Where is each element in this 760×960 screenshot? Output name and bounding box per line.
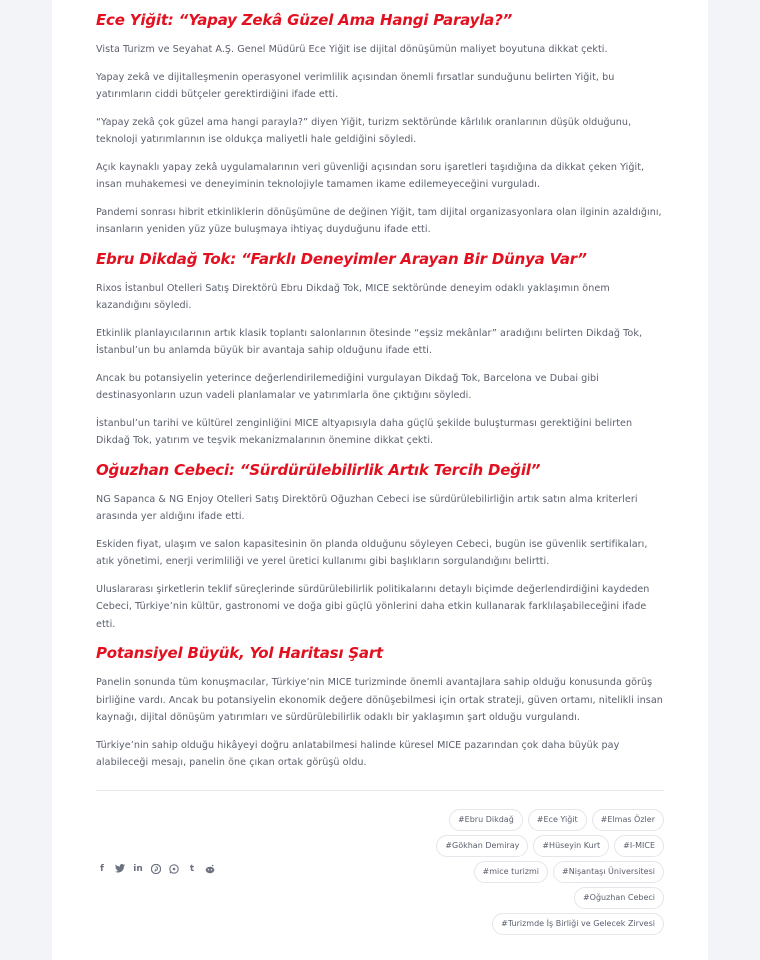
tag-link[interactable]: #Oğuzhan Cebeci bbox=[574, 887, 664, 909]
tag-link[interactable]: #Hüseyin Kurt bbox=[533, 835, 609, 857]
tumblr-icon[interactable]: t bbox=[189, 863, 195, 874]
tag-link[interactable]: #Ece Yiğit bbox=[528, 809, 587, 831]
paragraph: “Yapay zekâ çok güzel ama hangi parayla?” diyen Yiğit, turizm sektöründe kârlılık oranlarının düşük olduğunu, teknoloji yatırımlarının ise oldukça maliyetli hale geldiğini söyledi. bbox=[96, 116, 632, 145]
section-heading: Oğuzhan Cebeci: “Sürdürülebilirlik Artık Tercih Değil” bbox=[96, 460, 541, 479]
paragraph: İstanbul’un tarihi ve kültürel zenginliğini MICE altyapısıyla daha güçlü şekilde buluşturması gerektiğini belirten Dikdağ Tok, yatırım ve teşvik mekanizmalarının önemine dikkat çekti. bbox=[96, 417, 633, 446]
paragraph: Rixos İstanbul Otelleri Satış Direktörü Ebru Dikdağ Tok, MICE sektöründe deneyim odaklı yaklaşımın önem kazandığını söyledi. bbox=[96, 282, 610, 311]
tag-link[interactable]: #Elmas Özler bbox=[592, 809, 664, 831]
paragraph: Eskiden fiyat, ulaşım ve salon kapasitesinin ön planda olduğunu söyleyen Cebeci, bugün ise güvenlik sertifikaları, atık yönetimi, enerji verimliliği ve yerel üretici kullanımı gibi başlıkların sorgulandığını belirtti. bbox=[96, 538, 648, 567]
tag-link[interactable]: #Turizmde İş Birliği ve Gelecek Zirvesi bbox=[492, 913, 664, 935]
paragraph: Pandemi sonrası hibrit etkinliklerin dönüşümüne de değinen Yiğit, tam dijital organizasyonlara olan ilginin azaldığını, insanların yeniden yüz yüze buluşmaya ihtiyaç duyduğunu ifade etti. bbox=[96, 206, 662, 235]
tag-list bbox=[414, 809, 664, 935]
paragraph: Vista Turizm ve Seyahat A.Ş. Genel Müdürü Ece Yiğit ise dijital dönüşümün maliyet boyutuna dikkat çekti. bbox=[96, 44, 608, 55]
pinterest-icon[interactable] bbox=[150, 863, 162, 875]
section-heading: Potansiyel Büyük, Yol Haritası Şart bbox=[96, 644, 384, 662]
reddit-icon[interactable] bbox=[204, 863, 216, 875]
paragraph: Ancak bu potansiyelin yeterince değerlendirilemediğini vurgulayan Dikdağ Tok, Barcelona ve Dubai gibi destinasyonların uzun vadeli planlamalar ve yatırımlarla öne çıktığını söyledi. bbox=[96, 372, 599, 401]
twitter-icon[interactable] bbox=[114, 863, 126, 875]
paragraph: Uluslararası şirketlerin teklif süreçlerinde sürdürülebilirlik politikalarını detaylı biçimde değerlendirdiğini kaydeden Cebeci, Türkiye’nin kültür, gastronomi ve doğa gibi güçlü yönlerini daha etkin kullanarak farklılaşabileceğini ifade etti. bbox=[96, 583, 650, 630]
whatsapp-icon[interactable] bbox=[168, 863, 180, 875]
paragraph: Etkinlik planlayıcılarının artık klasik toplantı salonlarının ötesinde “eşsiz mekânlar” aradığını belirten Dikdağ Tok, İstanbul’un bu anlamda büyük bir avantaja sahip olduğunu ifade etti. bbox=[96, 327, 643, 356]
facebook-icon[interactable]: f bbox=[100, 863, 104, 874]
article-body bbox=[52, 0, 708, 960]
linkedin-icon[interactable]: in bbox=[133, 863, 143, 874]
tag-link[interactable]: #Nişantaşı Üniversitesi bbox=[553, 861, 664, 883]
section-heading: Ece Yiğit: “Yapay Zekâ Güzel Ama Hangi Parayla?” bbox=[96, 11, 513, 29]
tag-link[interactable]: #mice turizmi bbox=[474, 861, 549, 883]
paragraph: Açık kaynaklı yapay zekâ uygulamalarının veri güvenliği açısından soru işaretleri taşıdığına da dikkat çeken Yiğit, insan muhakemesi ve deneyiminin teknolojiyle tamamen ikame edilemeyeceğini vurguladı. bbox=[96, 161, 645, 190]
share-bar bbox=[96, 863, 216, 875]
tag-link[interactable]: #Gökhan Demiray bbox=[436, 835, 528, 857]
paragraph: NG Sapanca & NG Enjoy Otelleri Satış Direktörü Oğuzhan Cebeci ise sürdürülebilirliğin artık satın alma kriterleri arasında yer aldığını ifade etti. bbox=[96, 493, 638, 522]
section-heading: Ebru Dikdağ Tok: “Farklı Deneyimler Arayan Bir Dünya Var” bbox=[96, 249, 587, 268]
article-content bbox=[96, 0, 664, 772]
article-footer bbox=[96, 791, 664, 941]
paragraph: Türkiye’nin sahip olduğu hikâyeyi doğru anlatabilmesi halinde küresel MICE pazarından çok daha büyük pay alabileceği mesajı, panelin öne çıkan ortak görüşü oldu. bbox=[96, 739, 620, 768]
paragraph: Yapay zekâ ve dijitalleşmenin operasyonel verimlilik açısından önemli fırsatlar sunduğunu belirten Yiğit, bu yatırımların ciddi bütçeler gerektirdiğini ifade etti. bbox=[96, 71, 615, 100]
tag-link[interactable]: #I-MICE bbox=[614, 835, 664, 857]
paragraph: Panelin sonunda tüm konuşmacılar, Türkiye’nin MICE turizminde önemli avantajlara sahip olduğu konusunda görüş birliğine vardı. Ancak bu potansiyelin ekonomik değere dönüşebilmesi için ortak strateji, güven ortamı, nitelikli insan kaynağı, dijital dönüşüm yatırımları ve sürdürülebilirlik odaklı bir yaklaşımın şart olduğu vurgulandı. bbox=[96, 677, 663, 723]
tag-link[interactable]: #Ebru Dikdağ bbox=[449, 809, 523, 831]
